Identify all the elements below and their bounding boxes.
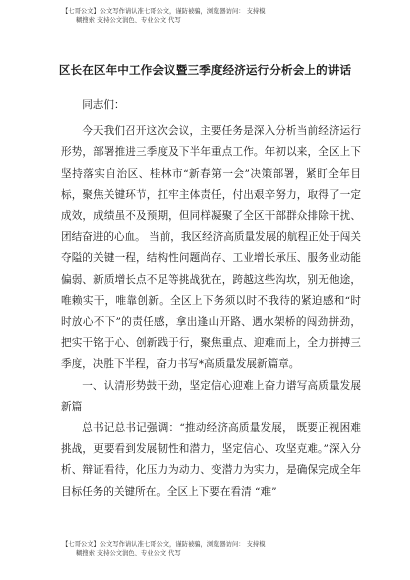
document-body [61,95,361,503]
paragraph-section-1: 总书记总书记强调：“推动经济高质量发展， 既要正视困难挑战，更要看到发展韧性和潜力，坚定信心、攻坚克难。”深入分析、辩证看待，化压力为动力、变潜力为实力，是确保完成全年目标任务的关键所在。全区上下要在看清 “难” [61,422,361,498]
header-note-line-2: 糊搜索 支持公文润色、专业公文 代写 [76,17,181,24]
salutation: 同志们： [82,99,125,111]
footer-note-line-1: 【七哥公文】公文写作请认准七哥公文，谨防被骗，浏览器访问： 支持模 [62,541,266,548]
footer-watermark-note [62,540,362,558]
header-note-line-1: 【七哥公文】公文写作请认准七哥公文，谨防被骗，浏览器访问： 支持模 [62,8,266,15]
paragraph-intro: 今天我们召开这次会议，主要任务是深入分析当前经济运行形势，部署推进三季度及下半年重点工作。年初以来，全区上下坚持落实自治区、桂林市“新春第一会”决策部署，紧盯全年目标，聚焦关键环节，扛牢主体责任，付出艰辛努力，取得了一定成效，成绩虽不及预期，但同样凝聚了全区干部群众排除干扰、团结奋进的心血。 当前，我区经济高质量发展的航程正处于闯关夺隘的关键一程，结构性问题尚存、工业增长承压、服务业动能偏弱、新质增长点不足等挑战犹在，跨越这些沟坎，别无他途，唯赖实干，唯靠创新。全区上下务须以时不我待的紧迫感和“时时放心不下”的责任感，拿出逢山开路、遇水架桥的闯劲拼劲，把实干铭于心、创新践于行，聚焦重点、迎难而上，全力拼搏三季度，决胜下半程，奋力书写*高质量发展新篇章。 [61,125,361,371]
section-heading-1: 一、认清形势鼓干劲，坚定信心迎难上奋力谱写高质量发展新篇 [61,379,361,413]
header-watermark-note [62,7,362,25]
footer-note-line-2: 糊搜索 支持公文润色、专业公文 代写 [76,550,181,557]
document-title: 区长在区年中工作会议暨三季度经济运行分析会上的讲话 [58,63,352,77]
